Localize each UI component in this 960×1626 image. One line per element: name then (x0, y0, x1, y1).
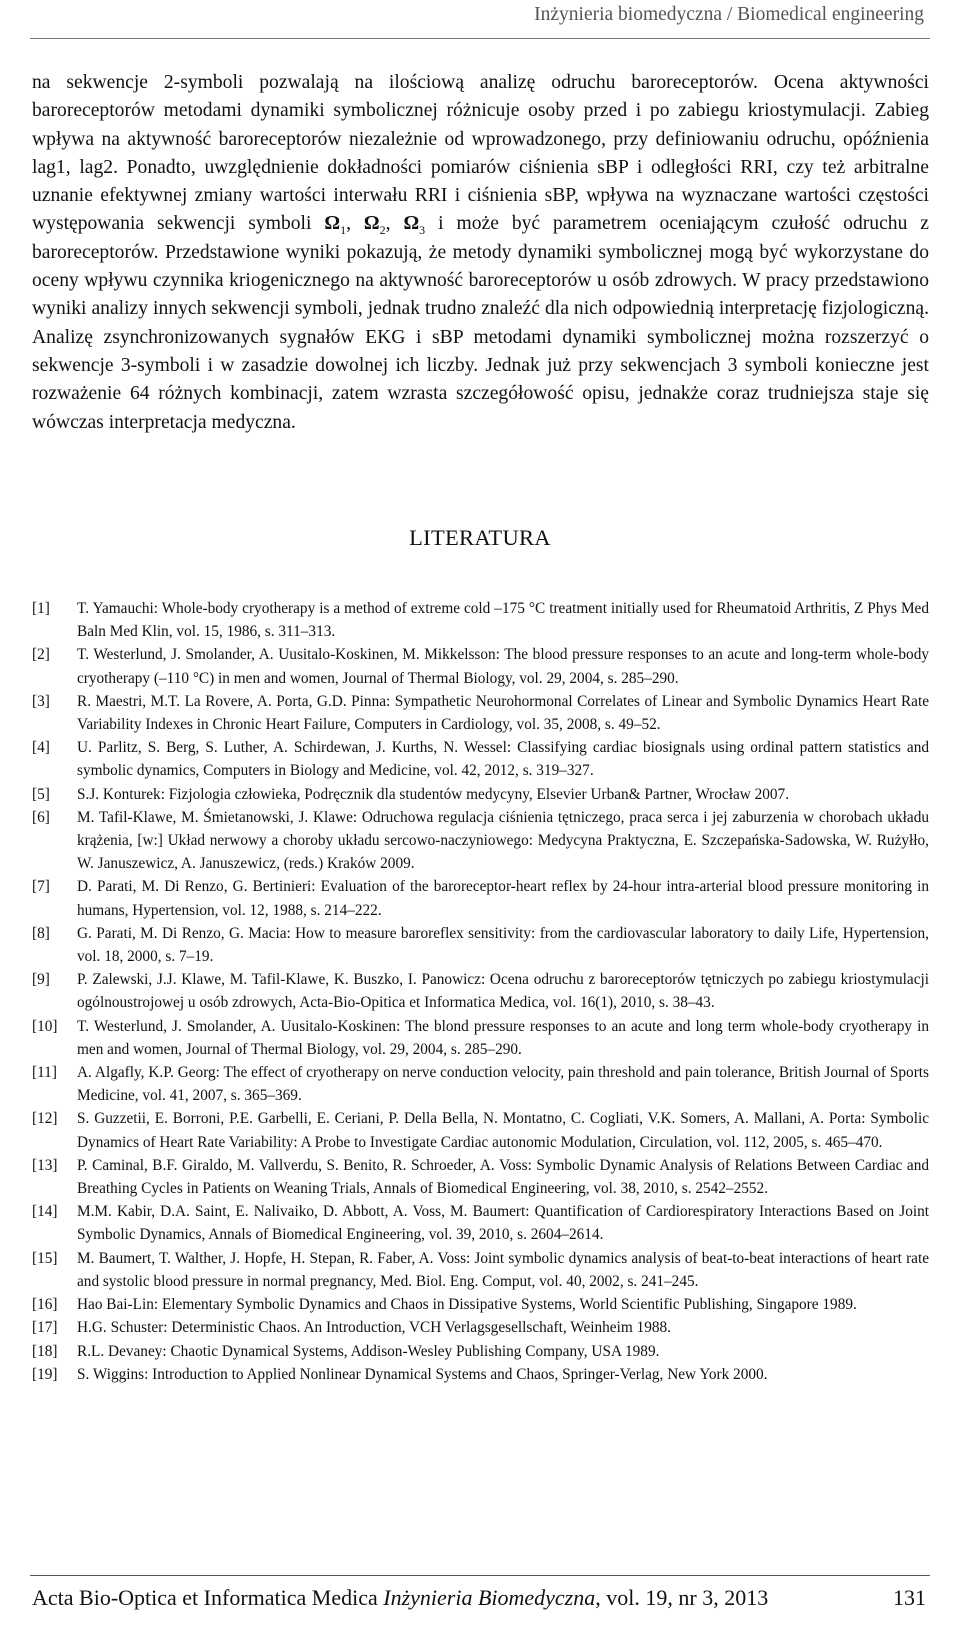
reference-text: M. Baumert, T. Walther, J. Hopfe, H. Stepan, R. Faber, A. Voss: Joint symbolic dynamics analysis of beat-to-beat interactions of heart rate and systolic blood pressure in normal pregnancy, Med. Biol. Eng. Comput, vol. 40, 2002, s. 241–245. (77, 1249, 929, 1290)
references-title: LITERATURA (409, 525, 551, 550)
reference-item (32, 643, 929, 689)
header-divider (30, 38, 930, 39)
reference-text: R.L. Devaney: Chaotic Dynamical Systems, Addison-Wesley Publishing Company, USA 1989. (77, 1342, 660, 1360)
reference-text: D. Parati, M. Di Renzo, G. Bertinieri: Evaluation of the baroreceptor-heart reflex by 24-hour intra-arterial blood pressure monitoring in humans, Hypertension, vol. 12, 1988, s. 214–222. (77, 878, 929, 919)
reference-text: S. Wiggins: Introduction to Applied Nonlinear Dynamical Systems and Chaos, Springer-Verlag, New York 2000. (77, 1365, 768, 1383)
reference-number: [12] (32, 1110, 58, 1128)
reference-number: [15] (32, 1249, 58, 1267)
footer-journal: Acta Bio-Optica et Informatica Medica (32, 1585, 378, 1610)
reference-number: [16] (32, 1296, 58, 1314)
reference-text: T. Westerlund, J. Smolander, A. Uusitalo-Koskinen, M. Mikkelsson: The blood pressure responses to an acute and long-term whole-body cryotherapy (–110 °C) in men and women, Journal of Thermal Biology, vol. 29, 2004, s. 285–290. (77, 646, 929, 687)
reference-item (32, 922, 929, 968)
footer-citation (32, 1585, 768, 1611)
reference-item (32, 968, 929, 1014)
reference-number: [10] (32, 1017, 58, 1035)
footer-divider (30, 1575, 930, 1576)
reference-item (32, 690, 929, 736)
reference-text: S.J. Konturek: Fizjologia człowieka, Podręcznik dla studentów medycyny, Elsevier Urban& Partner, Wrocław 2007. (77, 785, 790, 803)
reference-number: [6] (32, 808, 50, 826)
footer-volume: , vol. 19, nr 3, 2013 (595, 1585, 769, 1610)
reference-item (32, 1340, 929, 1363)
reference-item (32, 806, 929, 876)
reference-item (32, 783, 929, 806)
reference-text: P. Zalewski, J.J. Klawe, M. Tafil-Klawe, K. Buszko, I. Panowicz: Ocena odruchu z baroreceptorów tętniczych po zabiegu kriostymulacji ogólnoustrojowej u osób zdrowych, Acta-Bio-Opitica et Informatica Medica, vol. 16(1), 2010, s. 38–43. (77, 971, 929, 1012)
reference-item (32, 1015, 929, 1061)
reference-text: M. Tafil-Klawe, M. Śmietanowski, J. Klawe: Odruchowa regulacja ciśnienia tętniczego, praca serca i jej zaburzenia w chorobach układu krążenia, [w:] Układ nerwowy a choroby układu sercowo-naczyniowego: Medycyna Praktyczna, E. Szczepańska-Sadowska, W. Rużyłło, W. Januszewicz, A. Januszewicz, (reds.) Kraków 2009. (77, 808, 929, 873)
reference-item (32, 1247, 929, 1293)
reference-number: [5] (32, 785, 50, 803)
reference-item (32, 1107, 929, 1153)
reference-text: S. Guzzetii, E. Borroni, P.E. Garbelli, E. Ceriani, P. Della Bella, N. Montatno, C. Cogliati, V.K. Somers, A. Mallani, A. Porta: Symbolic Dynamics of Heart Rate Variability: A Probe to Investigate Cardiac autonomic Modulation, Circulation, vol. 112, 2005, s. 465–470. (77, 1110, 929, 1151)
reference-number: [2] (32, 646, 50, 664)
body-paragraph: na sekwencje 2-symboli pozwalają na ilościową analizę odruchu baroreceptorów. Ocena aktywności baroreceptorów metodami dynamiki symbolicznej różnicuje osoby przed i po zabiegu kriostymulacji. Zabieg wpływa na aktywność baroreceptorów niezależnie od wprowadzonego, przy definiowaniu odruchu, opóźnienia lag1, lag2. Ponadto, uwzględnienie dokładności pomiarów ciśnienia sBP i odległości RRI, czy też arbitralne uznanie efektywnej zmiany wartości interwału RRI i ciśnienia sBP, wpływa na wyznaczane wartości częstości występowania sekwencji symboli $\Omega_1$, $\Omega_2$, $\Omega_3$ i może być parametrem oceniającym czułość odruchu z baroreceptorów. Przedstawione wyniki pokazują, że metody dynamiki symbolicznej mogą być wykorzystane do oceny wpływu czynnika kriogenicznego na aktywność baroreceptorów u osób zdrowych. W pracy przedstawiono wyniki analizy innych sekwencji symboli, jednak trudno znaleźć dla nich odpowiednią interpretację fizjologiczną. Analizę zsynchronizowanych sygnałów EKG i sBP metodami dynamiki symbolicznej można rozszerzyć o sekwencje 3-symboli i w zasadzie dowolnej ich liczby. Jednak już przy sekwencjach 3 symboli konieczne jest rozważenie 64 różnych kombinacji, zatem wzrasta szczegółowość opisu, jednakże coraz trudniejsza staje się wówczas interpretacja medyczna. (32, 72, 929, 433)
footer-section: Inżynieria Biomedyczna (383, 1585, 596, 1610)
body-text-part-1: na sekwencje 2-symboli pozwalają na ilościową analizę odruchu baroreceptorów. Ocena aktywności baroreceptorów metodami dynamiki symbolicznej różnicuje osoby przed i po zabiegu kriostymulacji. Zabieg wpływa na aktywność baroreceptorów niezależnie od wprowadzonego, przy definiowaniu odruchu, opóźnienia lag1, lag2. Ponadto, uwzględnienie dokładności pomiarów ciśnienia sBP i odległości RRI, czy też arbitralne uznanie efektywnej zmiany wartości interwału RRI i ciśnienia sBP, wpływa na wyznaczane wartości częstości występowania sekwencji symboli (32, 72, 929, 235)
reference-number: [3] (32, 692, 50, 710)
reference-text: R. Maestri, M.T. La Rovere, A. Porta, G.D. Pinna: Sympathetic Neurohormonal Correlates of Linear and Symbolic Dynamics Heart Rate Variability Indexes in Chronic Heart Failure, Computers in Cardiology, vol. 35, 2008, s. 49–52. (77, 692, 929, 734)
reference-number: [13] (32, 1156, 58, 1174)
running-header: Inżynieria biomedyczna / Biomedical engineering (534, 4, 924, 25)
reference-item (32, 1200, 929, 1246)
reference-number: [8] (32, 924, 50, 942)
reference-text: M.M. Kabir, D.A. Saint, E. Nalivaiko, D. Abbott, A. Voss, M. Baumert: Quantification of Cardiorespiratory Interactions Based on Joint Symbolic Dynamics, Annals of Biomedical Engineering, vol. 39, 2010, s. 2604–2614. (77, 1203, 929, 1244)
reference-text: T. Westerlund, J. Smolander, A. Uusitalo-Koskinen: The blond pressure responses to an acute and long term whole-body cryotherapy in men and women, Journal of Thermal Biology, vol. 29, 2004, s. 285–290. (77, 1017, 929, 1058)
reference-item (32, 1061, 929, 1107)
reference-number: [1] (32, 600, 50, 617)
reference-item (32, 1154, 929, 1200)
reference-number: [7] (32, 878, 50, 896)
reference-item (32, 1316, 929, 1339)
reference-text: H.G. Schuster: Deterministic Chaos. An Introduction, VCH Verlagsgesellschaft, Weinheim 1988. (77, 1319, 671, 1337)
reference-item (32, 1363, 929, 1386)
body-text-part-2: i może być parametrem oceniającym czułość odruchu z baroreceptorów. Przedstawione wyniki pokazują, że metody dynamiki symbolicznej mogą być wykorzystane do oceny wpływu czynnika kriogenicznego na aktywność baroreceptorów u osób zdrowych. W pracy przedstawiono wyniki analizy innych sekwencji symboli, jednak trudno znaleźć dla nich odpowiednią interpretację fizjologiczną. Analizę zsynchronizowanych sygnałów EKG i sBP metodami dynamiki symbolicznej można rozszerzyć o sekwencje 3-symboli i w zasadzie dowolnej ich liczby. Jednak już przy sekwencjach 3 symboli konieczne jest rozważenie 64 różnych kombinacji, zatem wzrasta szczegółowość opisu, jednakże coraz trudniejsza staje się wówczas interpretacja medyczna. (32, 213, 929, 433)
omega-2-symbol: $\Omega_2$ (363, 213, 386, 238)
reference-number: [11] (32, 1064, 57, 1082)
reference-number: [9] (32, 971, 50, 989)
reference-item (32, 736, 929, 782)
reference-text: T. Yamauchi: Whole-body cryotherapy is a method of extreme cold –175 °C treatment initially used for Rheumatoid Arthritis, Z Phys Med Baln Med Klin, vol. 15, 1986, s. 311–313. (77, 600, 929, 641)
reference-text: U. Parlitz, S. Berg, S. Luther, A. Schirdewan, J. Kurths, N. Wessel: Classifying cardiac biosignals using ordinal pattern statistics and symbolic dynamics, Computers in Biology and Medicine, vol. 42, 2012, s. 319–327. (77, 739, 929, 780)
reference-number: [19] (32, 1365, 58, 1383)
reference-list (32, 597, 929, 1386)
reference-text: G. Parati, M. Di Renzo, G. Macia: How to measure baroreflex sensitivity: from the cardiovascular laboratory to daily Life, Hypertension, vol. 18, 2000, s. 7–19. (77, 924, 929, 966)
reference-number: [18] (32, 1342, 58, 1360)
reference-number: [14] (32, 1203, 58, 1221)
reference-item (32, 1293, 929, 1316)
reference-item (32, 875, 929, 921)
reference-text: P. Caminal, B.F. Giraldo, M. Vallverdu, S. Benito, R. Schroeder, A. Voss: Symbolic Dynamic Analysis of Relations Between Cardiac and Breathing Cycles in Patients on Weaning Trials, Annals of Biomedical Engineering, vol. 38, 2010, s. 2542–2552. (77, 1156, 929, 1198)
reference-number: [4] (32, 739, 50, 757)
reference-number: [17] (32, 1319, 58, 1337)
reference-text: A. Algafly, K.P. Georg: The effect of cryotherapy on nerve conduction velocity, pain threshold and pain tolerance, British Journal of Sports Medicine, vol. 41, 2007, s. 365–369. (77, 1064, 929, 1105)
omega-1-symbol: $\Omega_1$ (324, 213, 347, 238)
page-number: 131 (893, 1585, 926, 1610)
reference-item (32, 597, 929, 643)
reference-text: Hao Bai-Lin: Elementary Symbolic Dynamics and Chaos in Dissipative Systems, World Scientific Publishing, Singapore 1989. (77, 1296, 857, 1314)
omega-3-symbol: $\Omega_3$ (403, 213, 426, 238)
